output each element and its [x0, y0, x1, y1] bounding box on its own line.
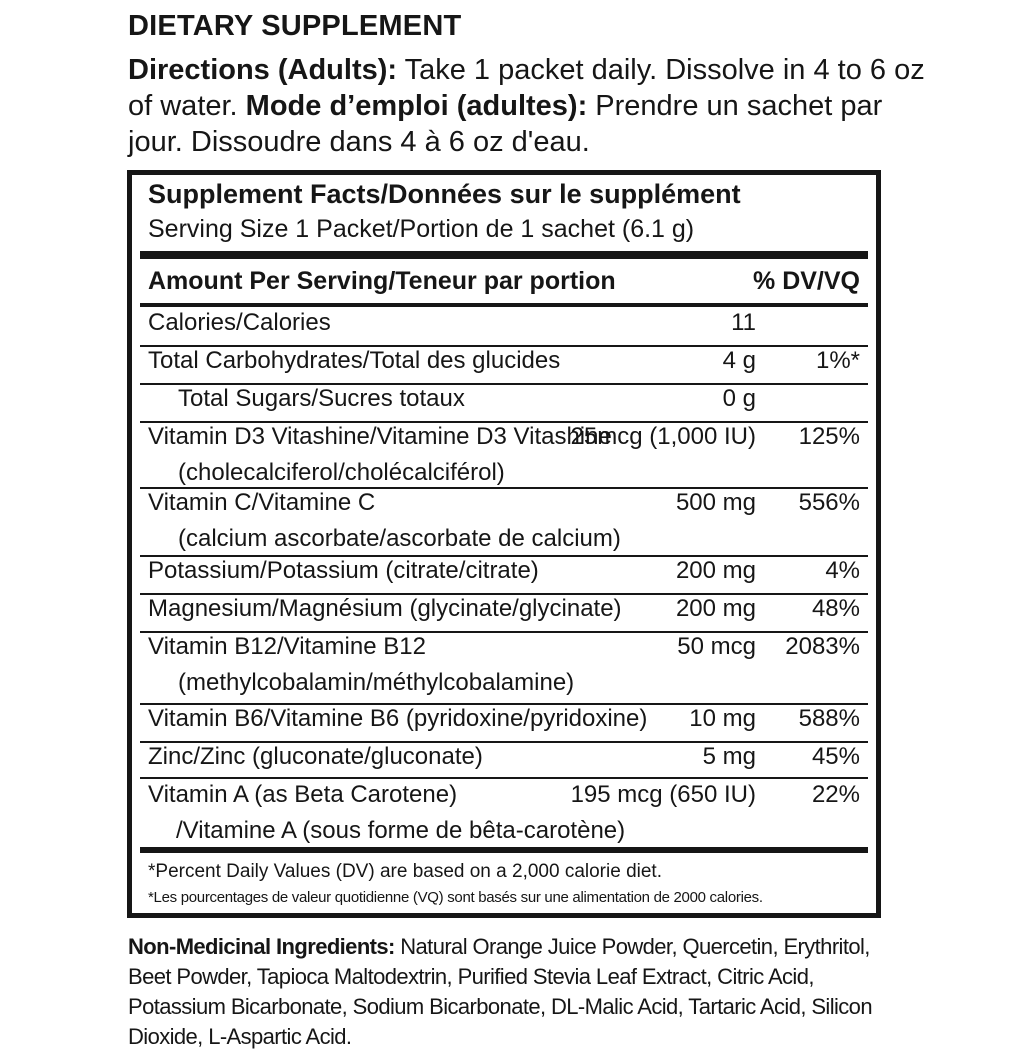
nutrient-dv: 588%: [798, 705, 860, 732]
nutrient-dv: 1%*: [815, 347, 860, 374]
dv-header: % DV/VQ: [753, 267, 860, 295]
nutrient-amount: 195 mcg (650 IU): [570, 781, 756, 808]
facts-row-vitamin-c: [148, 487, 868, 557]
facts-title: Supplement Facts/Données sur le supplément: [148, 179, 741, 209]
nutrient-name: Zinc/Zinc (gluconate/gluconate): [148, 743, 483, 770]
footnote-fr: *Les pourcentages de valeur quotidienne (VQ) sont basés sur une alimentation de 2000 calories.: [148, 889, 763, 906]
nutrient-name: Calories/Calories: [148, 309, 331, 336]
facts-row-sugars: [148, 383, 868, 419]
nutrient-name: Vitamin B6/Vitamine B6 (pyridoxine/pyridoxine): [148, 705, 648, 732]
nutrient-name: Vitamin A (as Beta Carotene): [148, 781, 458, 808]
nutrient-name: Vitamin C/Vitamine C: [148, 489, 376, 516]
nutrient-source: (methylcobalamin/méthylcobalamine): [178, 669, 575, 696]
bottom-divider: [140, 847, 868, 853]
ingredients-text: [128, 932, 908, 1052]
facts-row-vitamin-a: [148, 779, 868, 849]
nutrient-amount: 0 g: [722, 385, 756, 412]
facts-row-carbohydrates: [148, 345, 868, 381]
nutrient-name: Vitamin D3 Vitashine/Vitamine D3 Vitashine: [148, 423, 612, 450]
nutrient-amount: 10 mg: [689, 705, 756, 732]
nutrient-dv: 22%: [811, 781, 860, 808]
directions-fr-text: Prendre un sachet par jour. Dissoudre dans 4 à 6 oz d'eau.: [128, 90, 883, 158]
serving-size: Serving Size 1 Packet/Portion de 1 sachet (6.1 g): [148, 215, 695, 243]
column-header: [148, 259, 868, 303]
nutrient-name: Total Carbohydrates/Total des glucides: [148, 347, 561, 374]
nutrient-amount: 500 mg: [675, 489, 756, 516]
nutrient-amount: 25mcg (1,000 IU): [570, 423, 756, 450]
facts-row-vitamin-b12: [148, 631, 868, 701]
directions-fr-label: Mode d’emploi (adultes):: [245, 90, 588, 122]
nutrient-source: /Vitamine A (sous forme de bêta-carotène): [176, 817, 626, 844]
nutrient-name: Vitamin B12/Vitamine B12: [148, 633, 426, 660]
nutrient-source: (cholecalciferol/cholécalciférol): [178, 459, 505, 486]
facts-row-potassium: [148, 555, 868, 591]
nutrient-dv: 556%: [798, 489, 860, 516]
label-title: DIETARY SUPPLEMENT: [128, 10, 462, 42]
nutrient-dv: 48%: [811, 595, 860, 622]
nutrient-dv: 4%: [825, 557, 860, 584]
nutrient-source: (calcium ascorbate/ascorbate de calcium): [178, 525, 621, 552]
facts-row-vitamin-b6: [148, 703, 868, 739]
thick-divider: [140, 251, 868, 259]
footnote-en: *Percent Daily Values (DV) are based on a 2,000 calorie diet.: [148, 861, 662, 882]
facts-row-magnesium: [148, 593, 868, 629]
nutrient-dv: 45%: [811, 743, 860, 770]
nutrient-dv: 125%: [798, 423, 860, 450]
supplement-facts-panel: [127, 170, 881, 918]
nutrient-name: Potassium/Potassium (citrate/citrate): [148, 557, 539, 584]
nutrient-name: Total Sugars/Sucres totaux: [178, 385, 465, 412]
nutrient-amount: 5 mg: [702, 743, 756, 770]
directions-text: [128, 52, 928, 160]
directions-en-label: Directions (Adults):: [128, 54, 398, 86]
directions-en-text: Take 1 packet daily. Dissolve in 4 to 6 oz of water.: [128, 54, 925, 122]
nutrient-name: Magnesium/Magnésium (glycinate/glycinate): [148, 595, 622, 622]
amount-header: Amount Per Serving/Teneur par portion: [148, 267, 616, 295]
facts-row-vitamin-d3: [148, 421, 868, 491]
nutrient-amount: 50 mcg: [677, 633, 756, 660]
nutrient-amount: 11: [731, 309, 756, 336]
facts-row-zinc: [148, 741, 868, 777]
nutrient-amount: 4 g: [722, 347, 756, 374]
nutrient-amount: 200 mg: [675, 557, 756, 584]
facts-row-calories: [148, 307, 868, 343]
ingredients-list: Natural Orange Juice Powder, Quercetin, Erythritol, Beet Powder, Tapioca Maltodextrin, Purified Stevia Leaf Extract, Citric Acid, Potassium Bicarbonate, Sodium Bicarbonate, DL-Malic Acid, Tartaric Acid, Silicon Dioxide, L-Aspartic Acid.: [128, 934, 872, 1049]
ingredients-label: Non-Medicinal Ingredients:: [128, 934, 395, 959]
nutrient-amount: 200 mg: [675, 595, 756, 622]
nutrient-dv: 2083%: [785, 633, 860, 660]
